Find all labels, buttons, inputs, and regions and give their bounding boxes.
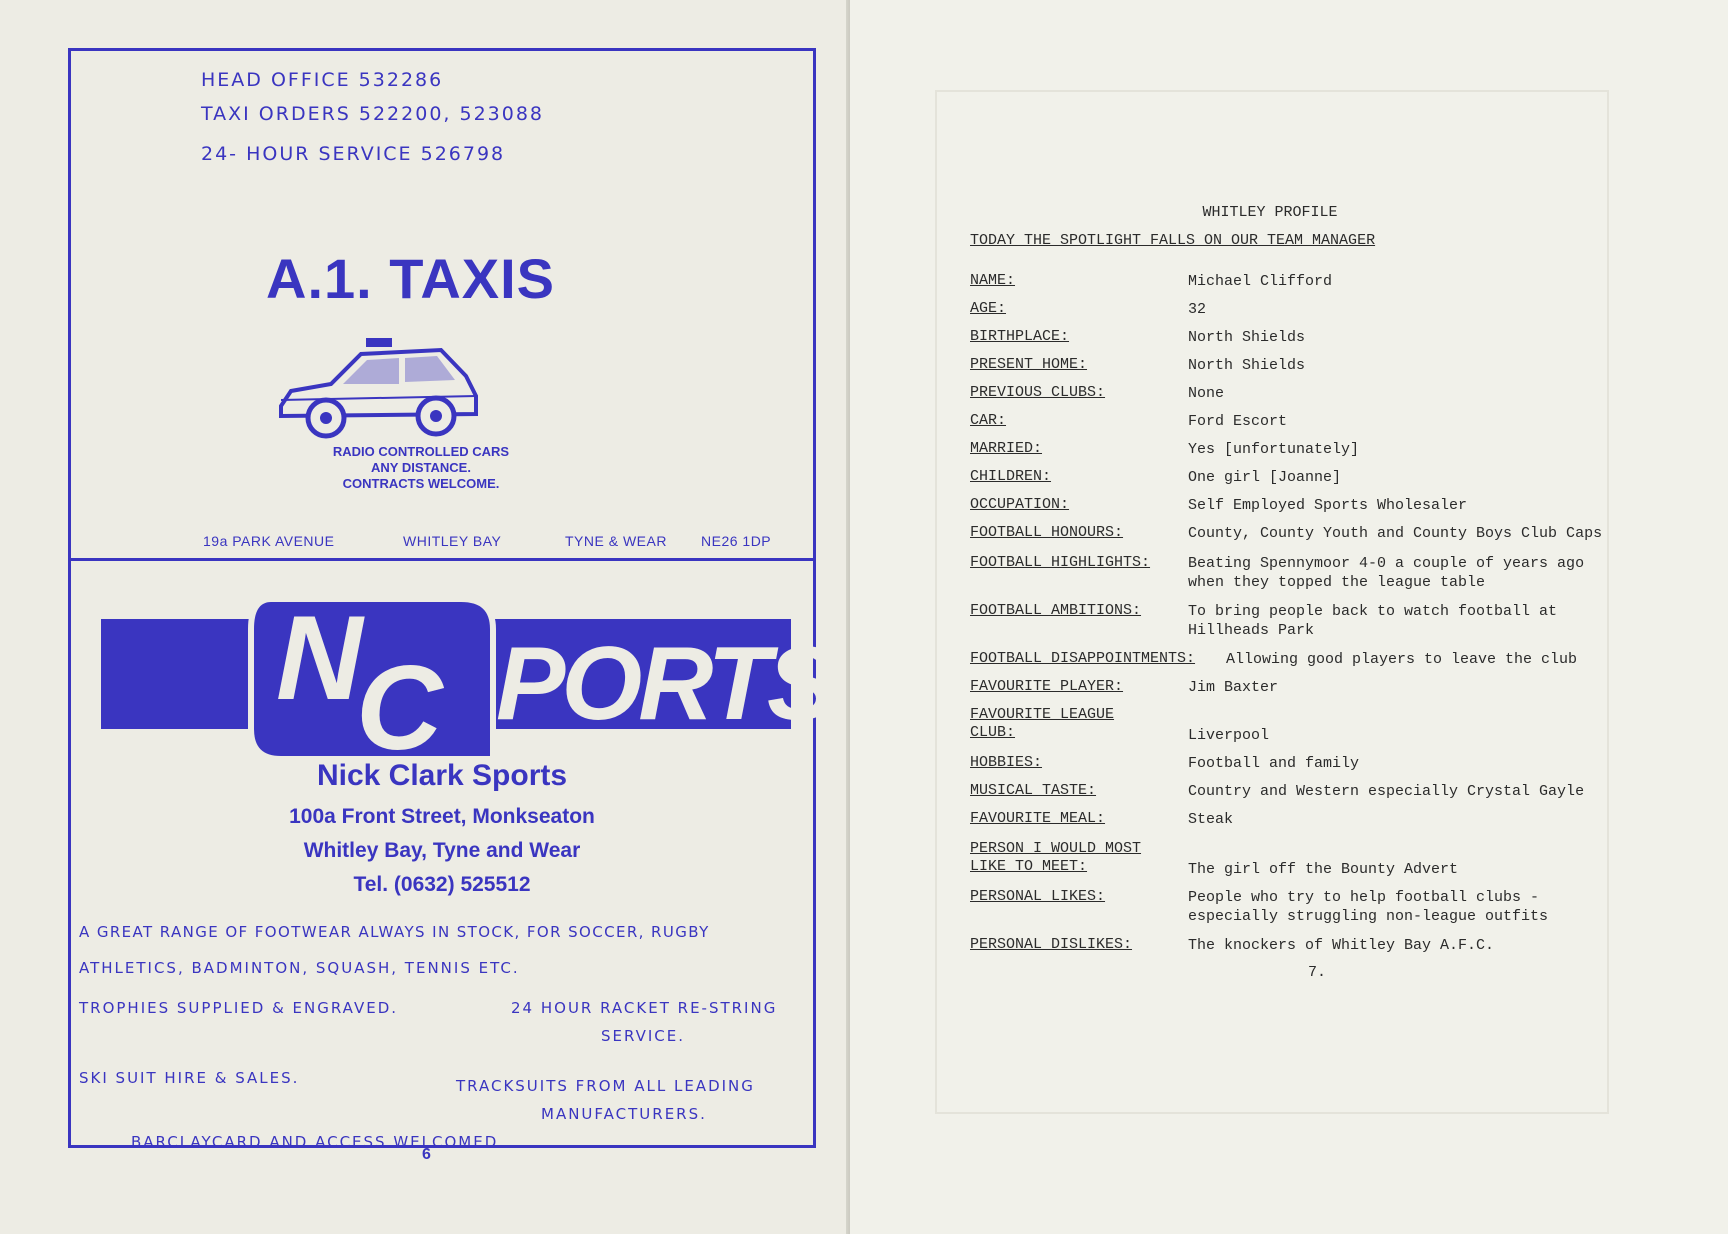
- row-value: Self Employed Sports Wholesaler: [1188, 497, 1468, 514]
- row-value: Steak: [1188, 811, 1234, 828]
- left-page: [0, 0, 850, 1234]
- row-label: CAR:: [970, 412, 1007, 429]
- row-value: Jim Baxter: [1188, 679, 1279, 696]
- head-office-line: HEAD OFFICE 532286: [201, 69, 444, 91]
- row-label: HOBBIES:: [970, 754, 1043, 771]
- shop-telephone: Tel. (0632) 525512: [353, 873, 531, 896]
- right-page: [850, 0, 1728, 1234]
- row-value: Country and Western especially Crystal Gayle: [1188, 783, 1585, 800]
- taxi-tagline: [301, 444, 541, 492]
- shop-name: Nick Clark Sports: [316, 759, 568, 792]
- page-number-left: 6: [422, 1146, 431, 1163]
- row-value: North Shields: [1188, 357, 1306, 374]
- svg-text:C: C: [356, 641, 443, 775]
- row-label: PREVIOUS CLUBS:: [970, 384, 1106, 401]
- row-label: FOOTBALL HIGHLIGHTS:: [970, 554, 1151, 571]
- row-label: BIRTHPLACE:: [970, 328, 1070, 345]
- row-value: To bring people back to watch football at Hillheads Park: [1188, 603, 1558, 639]
- address-postcode: NE26 1DP: [701, 533, 772, 549]
- trophies-line: TROPHIES SUPPLIED & ENGRAVED.: [79, 999, 399, 1017]
- tracksuits-line: TRACKSUITS FROM ALL LEADING: [456, 1077, 755, 1095]
- row-value: County, County Youth and County Boys Club Caps: [1188, 525, 1603, 542]
- row-label: FOOTBALL DISAPPOINTMENTS:: [970, 650, 1196, 667]
- profile-subtitle: TODAY THE SPOTLIGHT FALLS ON OUR TEAM MANAGER: [970, 232, 1376, 249]
- advert-box: [68, 48, 833, 1151]
- row-value: The girl off the Bounty Advert: [1188, 861, 1459, 878]
- row-label: PERSONAL DISLIKES:: [970, 936, 1133, 953]
- row-value: Ford Escort: [1188, 413, 1288, 430]
- row-label: FAVOURITE PLAYER:: [970, 678, 1124, 695]
- row-value: Liverpool: [1188, 727, 1270, 744]
- row-label: PERSONAL LIKES:: [970, 888, 1106, 905]
- row-label: MARRIED:: [970, 440, 1043, 457]
- row-value: The knockers of Whitley Bay A.F.C.: [1188, 937, 1495, 954]
- tagline-line: RADIO CONTROLLED CARS: [332, 444, 510, 459]
- row-label: FOOTBALL HONOURS:: [970, 524, 1124, 541]
- svg-text:N: N: [276, 591, 363, 725]
- tracksuits-line-2: MANUFACTURERS.: [541, 1105, 707, 1123]
- tagline-line: CONTRACTS WELCOME.: [342, 476, 500, 491]
- racket-line: 24 HOUR RACKET RE-STRING: [511, 999, 778, 1017]
- row-value: Michael Clifford: [1188, 273, 1333, 290]
- row-value: None: [1188, 385, 1225, 402]
- service-line: 24- HOUR SERVICE 526798: [201, 143, 506, 165]
- row-value: Yes [unfortunately]: [1188, 441, 1360, 458]
- page-number-right: 7.: [1308, 964, 1327, 981]
- advert-divider: [71, 558, 813, 561]
- address-street: 19a PARK AVENUE: [203, 533, 335, 549]
- row-label: PERSON I WOULD MOST LIKE TO MEET:: [970, 840, 1142, 875]
- row-label: FAVOURITE LEAGUE CLUB:: [970, 706, 1115, 741]
- row-label: FAVOURITE MEAL:: [970, 810, 1106, 827]
- ski-suit-line: SKI SUIT HIRE & SALES.: [79, 1069, 300, 1087]
- row-value: Beating Spennymoor 4-0 a couple of years ago when they topped the league table: [1188, 555, 1585, 591]
- profile-title: WHITLEY PROFILE: [1202, 204, 1338, 221]
- footwear-line: A GREAT RANGE OF FOOTWEAR ALWAYS IN STOCK, FOR SOCCER, RUGBY: [79, 923, 710, 941]
- taxi-orders-line: TAXI ORDERS 522200, 523088: [201, 103, 545, 125]
- row-label: AGE:: [970, 300, 1007, 317]
- shop-street: 100a Front Street, Monkseaton: [289, 805, 595, 828]
- taxi-car-icon: [271, 336, 491, 446]
- shop-town: Whitley Bay, Tyne and Wear: [303, 839, 581, 862]
- row-label: OCCUPATION:: [970, 496, 1070, 513]
- row-value: 32: [1188, 301, 1207, 318]
- row-label: PRESENT HOME:: [970, 356, 1088, 373]
- cards-line: BARCLAYCARD AND ACCESS WELCOMED.: [131, 1133, 506, 1151]
- row-value: Allowing good players to leave the club: [1226, 651, 1578, 668]
- row-label: FOOTBALL AMBITIONS:: [970, 602, 1142, 619]
- address-town: WHITLEY BAY: [403, 533, 502, 549]
- row-value: One girl [Joanne]: [1188, 469, 1342, 486]
- row-value: Football and family: [1188, 755, 1360, 772]
- row-value: North Shields: [1188, 329, 1306, 346]
- row-label: MUSICAL TASTE:: [970, 782, 1097, 799]
- row-label: NAME:: [970, 272, 1016, 289]
- taxi-company-name: A.1. TAXIS: [266, 247, 556, 310]
- sports-list-line: ATHLETICS, BADMINTON, SQUASH, TENNIS ETC.: [79, 959, 520, 977]
- tagline-line: ANY DISTANCE.: [371, 460, 471, 475]
- row-label: CHILDREN:: [970, 468, 1052, 485]
- nc-sports-logo: [101, 591, 833, 775]
- row-value: People who try to help football clubs - especially struggling non-league outfits: [1188, 889, 1549, 925]
- svg-text:PORTS: PORTS: [496, 626, 833, 742]
- racket-line-2: SERVICE.: [601, 1027, 686, 1045]
- address-county: TYNE & WEAR: [565, 533, 667, 549]
